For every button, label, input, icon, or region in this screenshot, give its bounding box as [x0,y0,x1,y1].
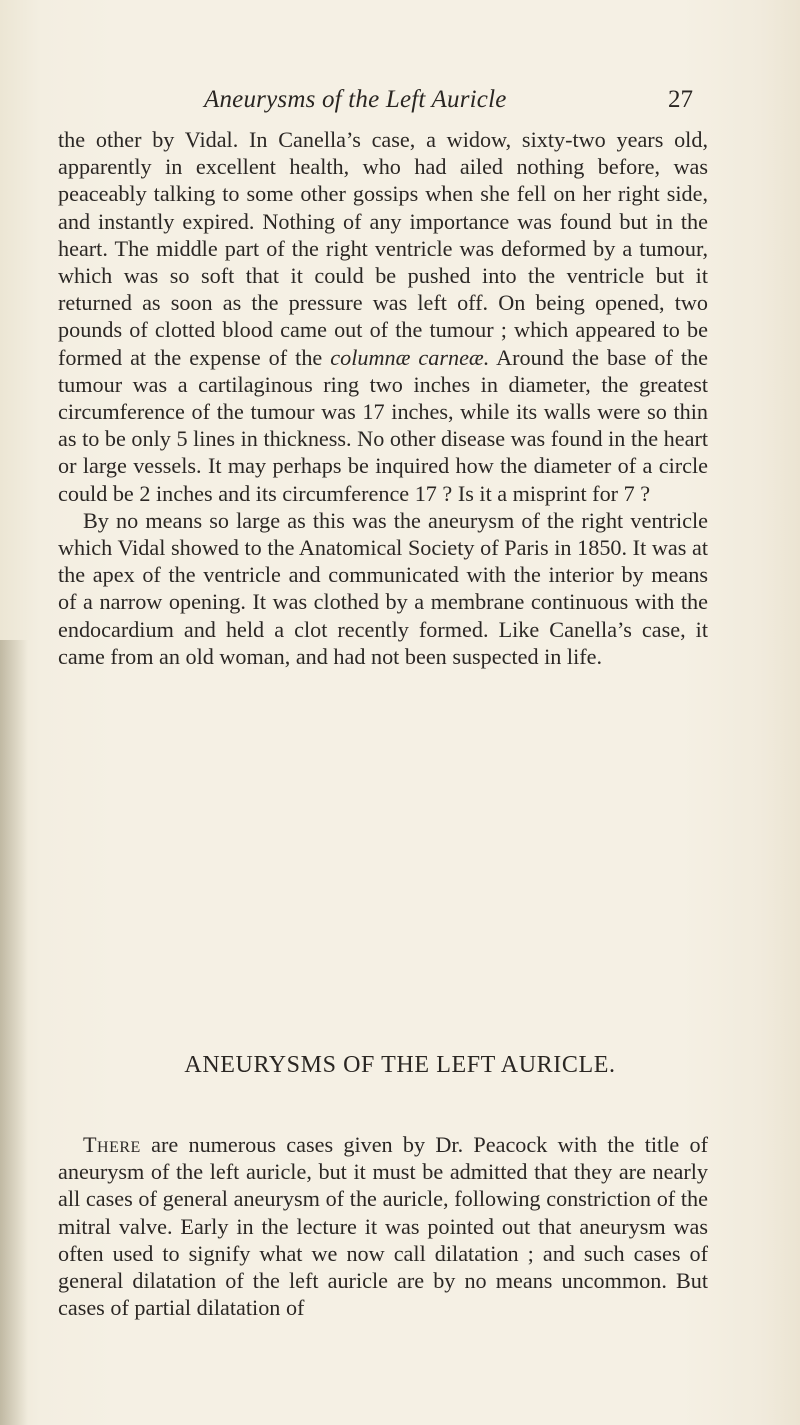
lead-word: There [83,1132,141,1157]
page-number: 27 [668,86,693,113]
paragraph-text: are numerous cases given by Dr. Peacock with the title of aneurysm of the left auricle, but it must be admitted that they are nearly all cases of general aneurysm of the auricle, following constriction of the mitral valve. Early in the lecture it was pointed out that aneurysm was often used to signify what we now call dilatation ; and such cases of general dilatation of the left auricle are by no means uncommon. But cases of partial dilatation of [58,1132,708,1321]
body-text-section [58,1131,708,1321]
page-edge-shadow [0,640,28,1425]
section-heading: ANEURYSMS OF THE LEFT AURICLE. [184,1052,616,1078]
latin-term: columnæ carneæ. [330,344,490,370]
paragraph-peacock [58,1131,708,1321]
body-text [58,126,708,670]
paragraph-vidal: By no means so large as this was the aneurysm of the right ventricle which Vidal showed to the Anatomical Society of Paris in 1850. It was at the apex of the ventricle and communicated with the interior by means of a narrow opening. It was clothed by a membrane continuous with the endocardium and held a clot recently formed. Like Canella’s case, it came from an old woman, and had not been suspected in life. [58,507,708,669]
paragraph-continued [58,126,708,507]
running-head [0,86,800,120]
running-title: Aneurysms of the Left Auricle [204,86,507,113]
paragraph-text: the other by Vidal. In Canella’s case, a widow, sixty-two years old, apparently in excellent health, who had ailed nothing before, was peaceably talking to some other gossips when she fell on her right side, and instantly expired. Nothing of any importance was found but in the heart. The middle part of the right ventricle was deformed by a tumour, which was so soft that it could be pushed into the ventricle but it returned as soon as the pressure was left off. On being opened, two pounds of clotted blood came out of the tumour ; which appeared to be formed at the expense of the [58,127,708,370]
paragraph-text: Around the base of the tumour was a cartilaginous ring two inches in diameter, the greatest circumference of the tumour was 17 inches, while its walls were so thin as to be only 5 lines in thickness. No other disease was found in the heart or large vessels. It may perhaps be inquired how the diameter of a circle could be 2 inches and its circumference 17 ? Is it a misprint for 7 ? [58,344,708,506]
